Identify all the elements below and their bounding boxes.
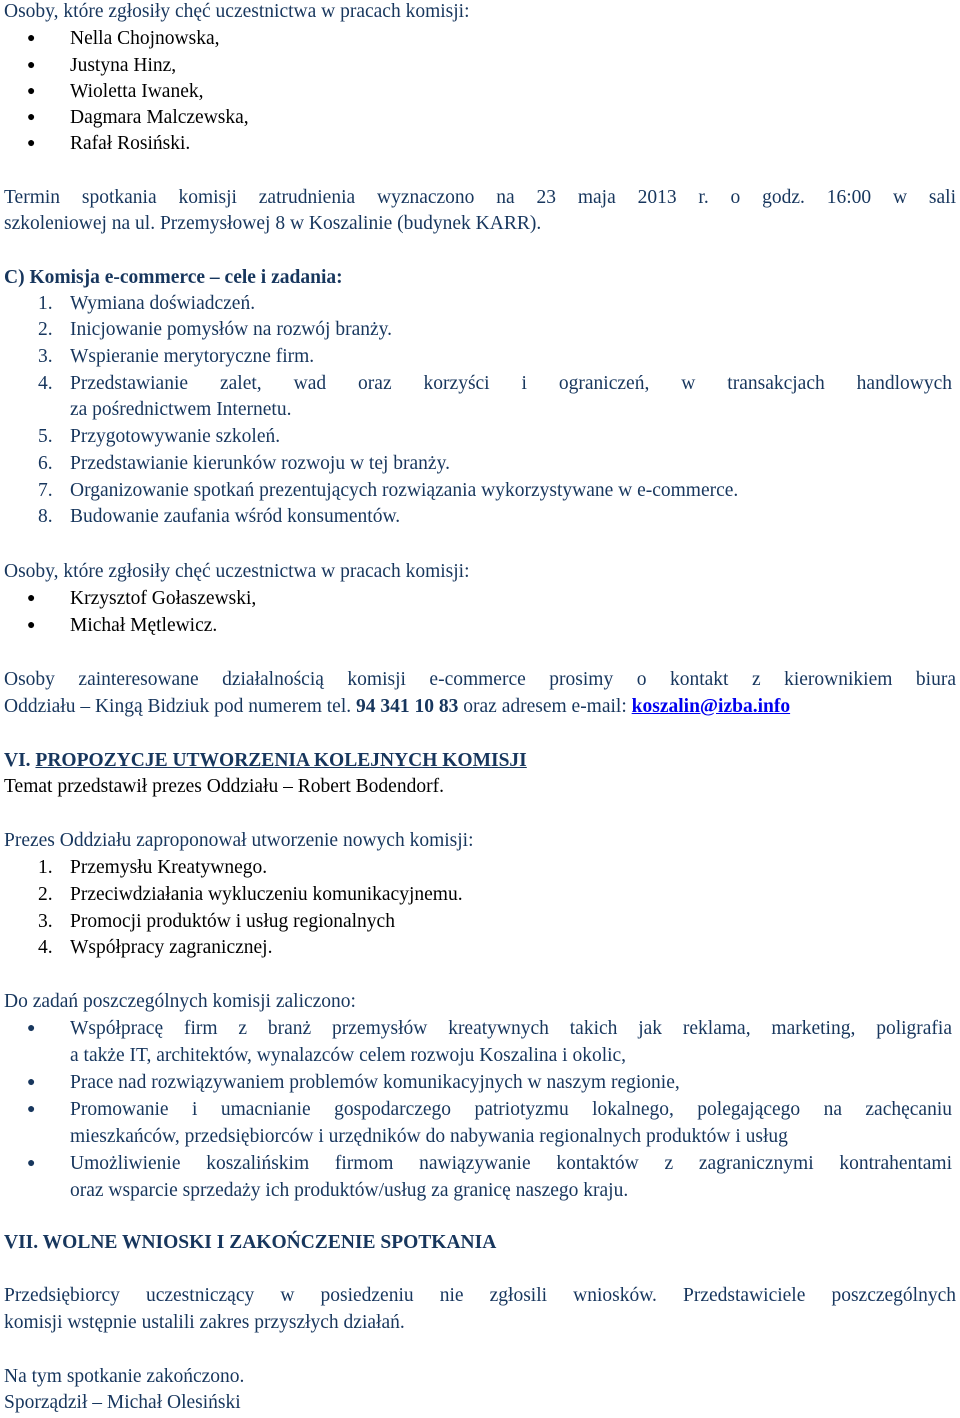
email-link[interactable]: koszalin@izba.info [631, 696, 791, 717]
bullet-icon: ● [27, 591, 36, 606]
author-line: Sporządził – Michał Olesiński [4, 1392, 241, 1413]
contact-line-2: Oddziału – Kingą Bidziuk pod numerem tel. 94 341 10 83 oraz adresem e-mail: koszalin@izba.info [4, 696, 791, 717]
tasks-heading: Do zadań poszczególnych komisji zaliczono: [4, 991, 356, 1012]
bullet-icon: ● [27, 84, 36, 99]
section-vii-heading: VII. WOLNE WNIOSKI I ZAKOŃCZENIE SPOTKANIA [4, 1232, 497, 1253]
bullet-icon: ● [27, 136, 36, 151]
ecommerce-heading: C) Komisja e-commerce – cele i zadania: [4, 267, 343, 288]
bullet-icon: ● [27, 618, 36, 633]
participants-heading-1: Osoby, które zgłosiły chęć uczestnictwa w pracach komisji: [4, 1, 470, 22]
conclusion-line-1: Przedsiębiorcy uczestniczący w posiedzeniu nie zgłosili wniosków. Przedstawiciele poszczególnych [4, 1285, 956, 1306]
closing-text: Na tym spotkanie zakończono. [4, 1366, 245, 1387]
bullet-icon: ● [27, 1156, 36, 1171]
contact-line-1: Osoby zainteresowane działalnością komisji e-commerce prosimy o kontakt z kierownikiem biura [4, 669, 956, 690]
bullet-icon: ● [27, 1075, 36, 1090]
bullet-icon: ● [27, 110, 36, 125]
bullet-icon: ● [27, 58, 36, 73]
section-vi-subtitle: Temat przedstawił prezes Oddziału – Robert Bodendorf. [4, 776, 444, 797]
participants-heading-2: Osoby, które zgłosiły chęć uczestnictwa w pracach komisji: [4, 561, 470, 582]
meeting-line-1: Termin spotkania komisji zatrudnienia wyznaczono na 23 maja 2013 r. o godz. 16:00 w sali [4, 187, 956, 208]
section-vi-heading: VI. PROPOZYCJE UTWORZENIA KOLEJNYCH KOMISJI [4, 750, 527, 771]
conclusion-line-2: komisji wstępnie ustalili zakres przyszłych działań. [4, 1312, 405, 1333]
bullet-icon: ● [27, 1102, 36, 1117]
phone-number: 94 341 10 83 [356, 696, 459, 717]
proposal-intro: Prezes Oddziału zaproponował utworzenie nowych komisji: [4, 830, 474, 851]
bullet-icon: ● [27, 1021, 36, 1036]
meeting-line-2: szkoleniowej na ul. Przemysłowej 8 w Koszalinie (budynek KARR). [4, 213, 542, 234]
bullet-icon: ● [27, 31, 36, 46]
